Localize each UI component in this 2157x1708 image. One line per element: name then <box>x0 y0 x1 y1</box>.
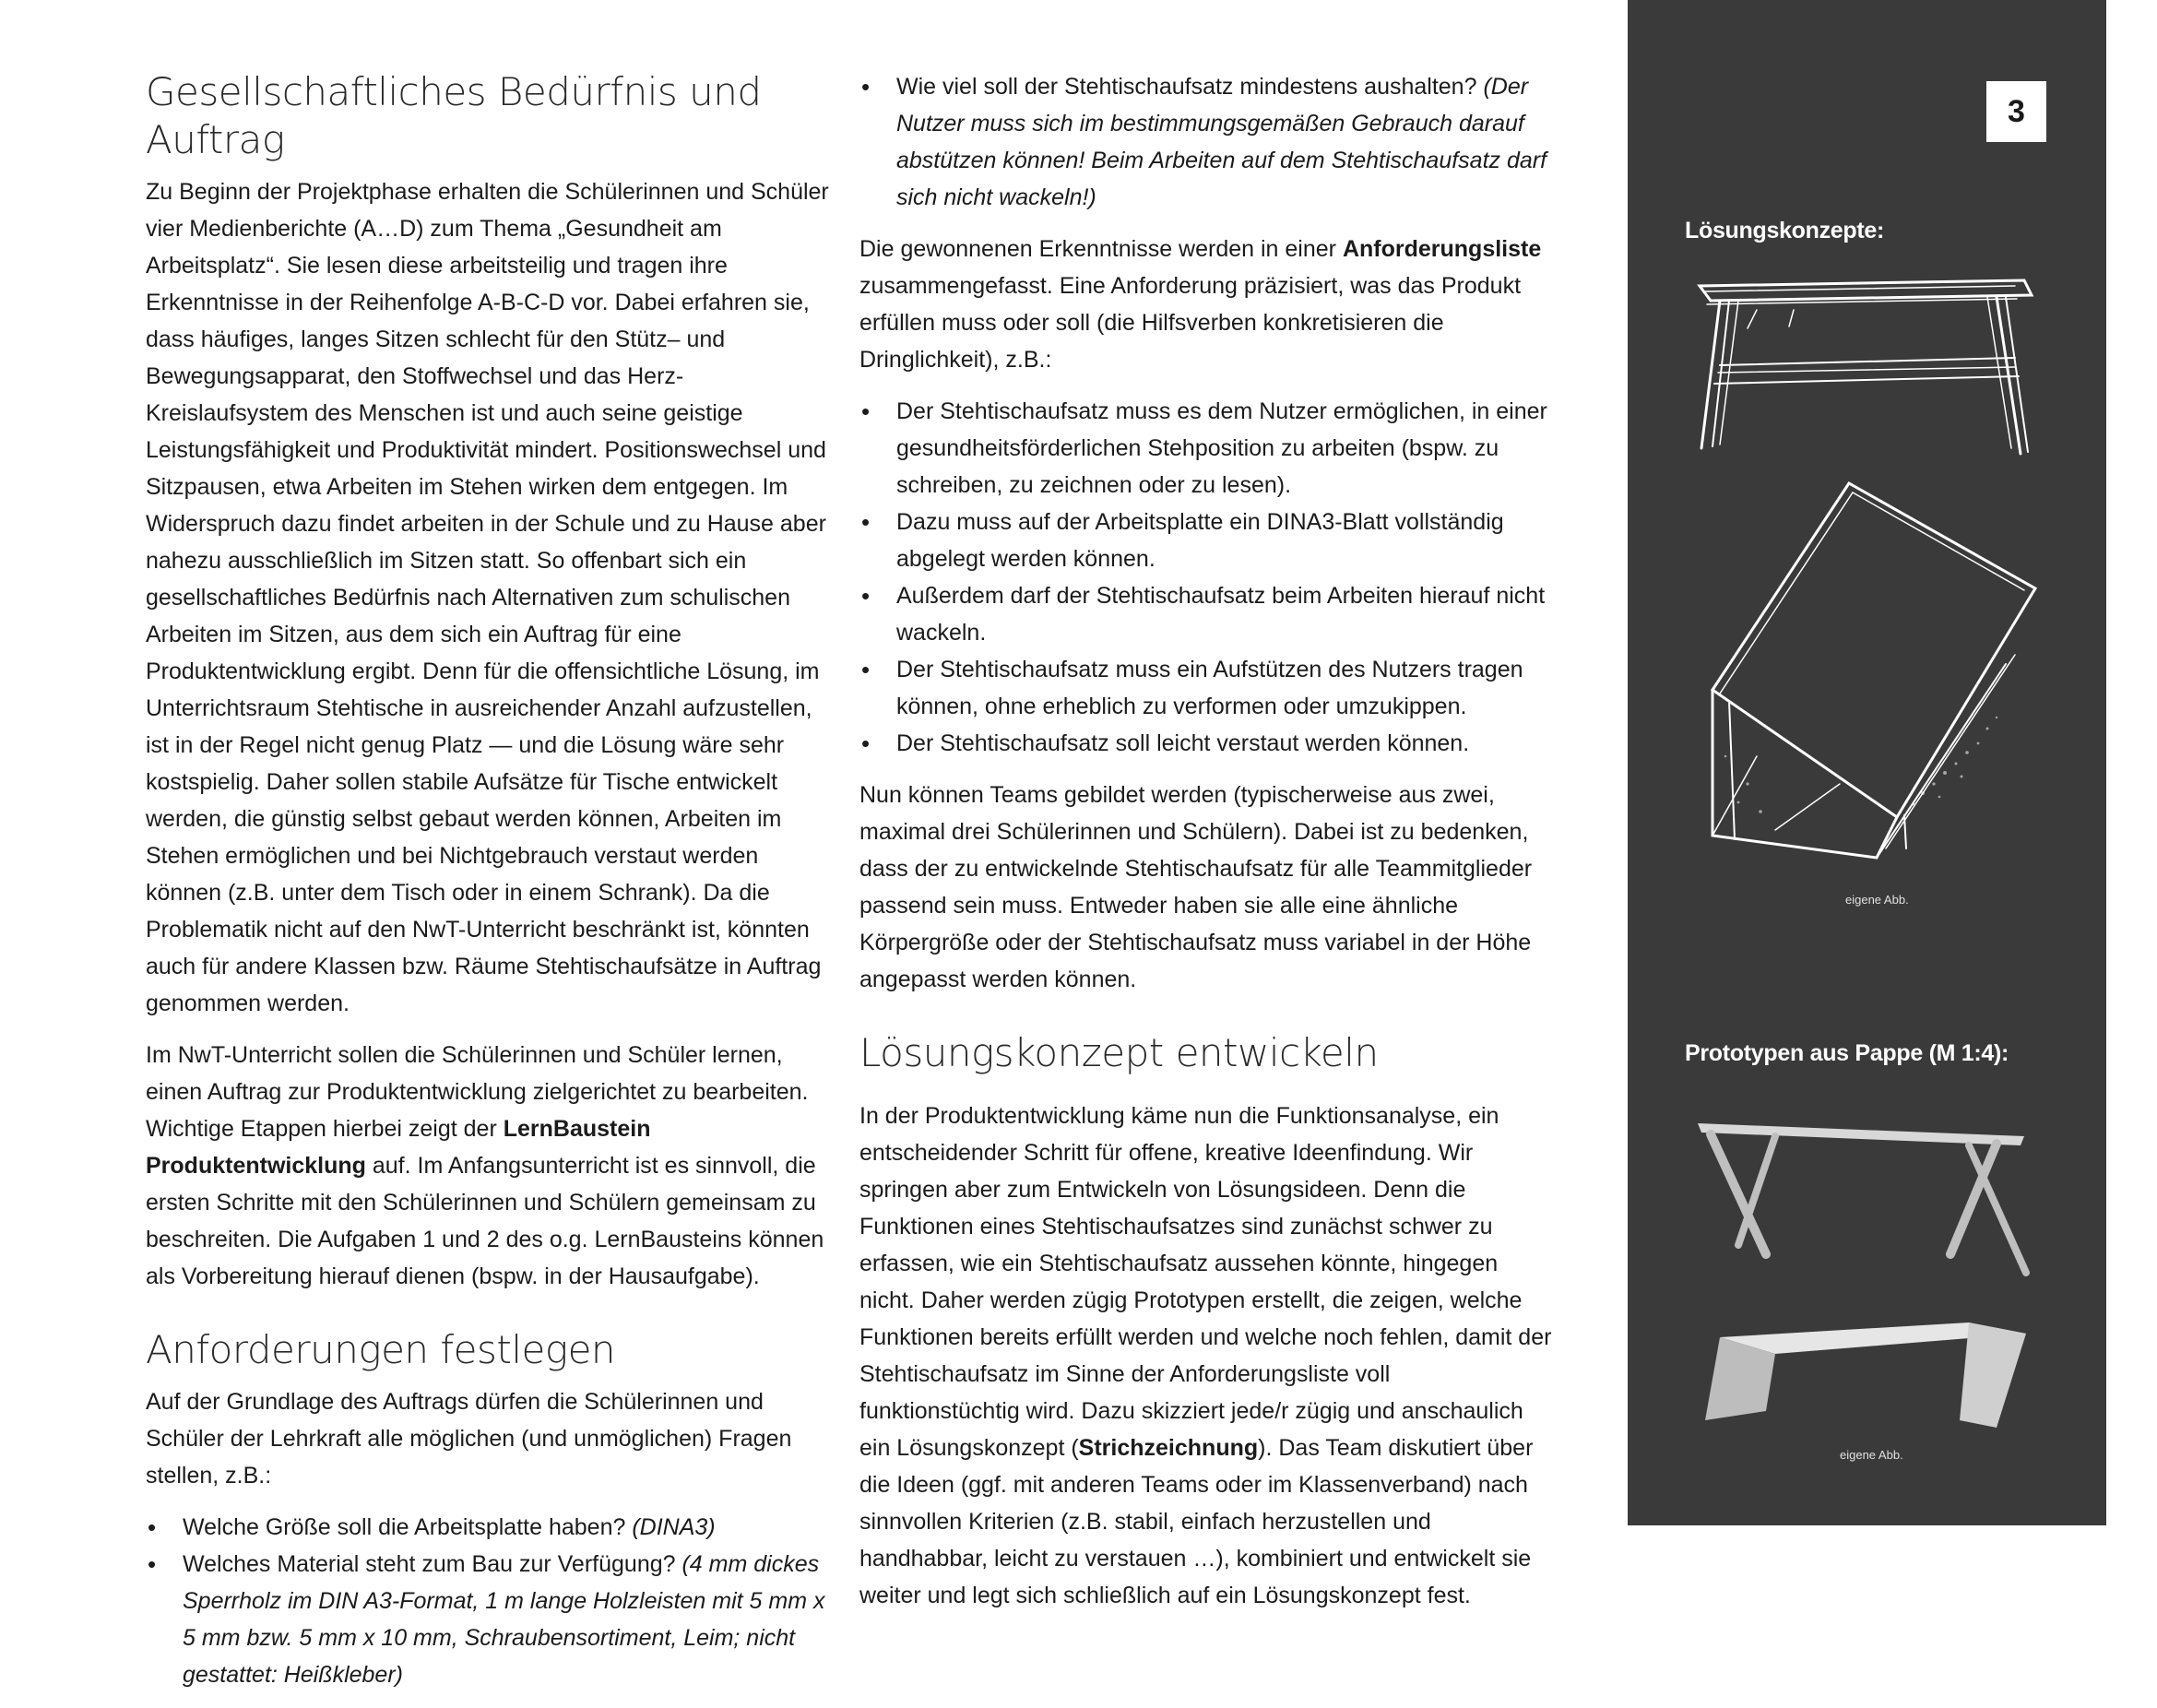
list-item <box>859 68 1553 216</box>
bold-strichzeichnung: Strichzeichnung <box>1078 1435 1259 1461</box>
question-list-continued <box>859 68 1553 216</box>
list-item: • Dazu muss auf der Arbeitsplatte ein DINA3-Blatt vollständig abgelegt werden können. <box>859 504 1553 577</box>
text-run: zusammengefasst. Eine Anforderung präzisiert, was das Produkt erfüllen muss oder soll (die Hilfsverben konkretisieren die Dringlichkeit), z.B.: <box>859 273 1522 373</box>
text-run: Die gewonnenen Erkenntnisse werden in einer <box>859 236 1343 262</box>
question-list <box>146 1509 839 1693</box>
left-column <box>146 68 839 1708</box>
text-run: ). Das Team diskutiert über die Ideen (ggf. mit anderen Teams oder im Klassenverband) nach sinnvollen Kriterien (z.B. stabil, einfach herzustellen und handhabbar, leicht zu verstauen …), kombiniert und entwickelt sie weiter und legt sich schließlich auf ein Lösungskonzept fest. <box>859 1435 1534 1608</box>
page-number-badge: 3 <box>1986 81 2046 142</box>
table-sketch-1 <box>1692 273 2043 467</box>
requirements-list <box>859 393 1553 762</box>
paragraph-auftrag: Zu Beginn der Projektphase erhalten die Schülerinnen und Schüler vier Medienberichte (A…D) zum Thema „Gesundheit am Arbeitsplatz“. Sie lesen diese arbeitsteilig und tragen ihre Erkenntnisse in der Reihenfolge A-B-C-D vor. Dabei erfahren sie, dass häufiges, langes Sitzen schlecht für den Stütz– und Bewegungsapparat, den Stoffwechsel und das Herz-Kreislaufsystem des Menschen ist und auch seine geistige Leistungsfähigkeit und Produktivität mindert. Positionswechsel und Sitzpausen, etwa Arbeiten im Stehen wirken dem entgegen. Im Widerspruch dazu findet arbeiten in der Schule und zu Hause aber nahezu ausschließlich im Sitzen statt. So offenbart sich ein gesellschaftliches Bedürfnis nach Alternativen zum schulischen Arbeiten im Sitzen, aus dem sich ein Auftrag für eine Produktentwicklung ergibt. Denn für die offensichtliche Lösung, im Unterrichtsraum Stehtische in ausreichender Anzahl aufzustellen, ist in der Regel nicht genug Platz — und die Lösung wäre sehr kostspielig. Daher sollen stabile Aufsätze für Tische entwickelt werden, die günstig selbst gebaut werden können, Arbeiten im Stehen ermöglichen und bei Nichtgebrauch verstaut werden können (z.B. unter dem Tisch oder in einem Schrank). Da die Problematik nicht auf den NwT-Unterricht beschränkt ist, könnten auch für andere Klassen bzw. Räume Stehtischaufsätze in Auftrag genommen werden. <box>146 179 829 1016</box>
heading-loesungskonzepte: Lösungskonzepte: <box>1685 218 1885 243</box>
paragraph-fragen: Auf der Grundlage des Auftrags dürfen die Schülerinnen und Schüler der Lehrkraft alle möglichen (und unmöglichen) Fragen stellen, z.B.: <box>146 1389 792 1489</box>
text-run: Im NwT-Unterricht sollen die Schülerinnen und Schüler lernen, einen Auftrag zur Produktentwicklung zielgerichtet zu bearbeiten. Wichtige Etappen hierbei zeigt der <box>146 1042 809 1142</box>
middle-column <box>859 68 1553 1629</box>
heading-loesungskonzept-entwickeln: Lösungskonzept entwickeln <box>859 1030 1379 1075</box>
answer-italic: (4 mm dickes Sperrholz im DIN A3-Format, 1 m lange Holzleisten mit 5 mm x 5 mm bzw. 5 mm x 10 mm, Schraubensortiment, Leim; nicht gestattet: Heißkleber) <box>183 1551 825 1688</box>
list-item <box>146 1546 839 1693</box>
image-credit: eigene Abb. <box>1845 893 1909 907</box>
list-item <box>146 1509 839 1546</box>
cardboard-prototype-2 <box>1692 1310 2043 1448</box>
answer-italic: (DINA3) <box>632 1514 716 1540</box>
question-text: Welche Größe soll die Arbeitsplatte haben? <box>183 1514 633 1540</box>
list-item: • Der Stehtischaufsatz muss es dem Nutzer ermöglichen, in einer gesundheitsförderlichen Stehposition zu arbeiten (bspw. zu schreiben, zu zeichnen oder zu lesen). <box>859 393 1553 504</box>
paragraph-teams: Nun können Teams gebildet werden (typischerweise aus zwei, maximal drei Schülerinnen und Schülern). Dabei ist zu bedenken, dass der zu entwickelnde Stehtischaufsatz für alle Teammitglieder passend sein muss. Entweder haben sie alle eine ähnliche Körpergröße oder der Stehtischaufsatz muss variabel in der Höhe angepasst werden können. <box>859 782 1533 992</box>
image-credit: eigene Abb. <box>1840 1448 1903 1462</box>
sidebar <box>1628 0 2106 1525</box>
paragraph-anforderungsliste <box>859 231 1553 378</box>
question-text: Wie viel soll der Stehtischaufsatz mindestens aushalten? <box>896 74 1484 100</box>
heading-anforderungen-festlegen: Anforderungen festlegen <box>146 1327 616 1372</box>
heading-prototypen: Prototypen aus Pappe (M 1:4): <box>1685 1040 2009 1066</box>
list-item: • Außerdem darf der Stehtischaufsatz beim Arbeiten hierauf nicht wackeln. <box>859 577 1553 651</box>
text-run: auf. Im Anfangsunterricht ist es sinnvoll, die ersten Schritte mit den Schülerinnen und Schülern gemeinsam zu beschreiten. Die Aufgaben 1 und 2 des o.g. LernBausteins können als Vorbereitung hierauf dienen (bspw. in der Hausaufgabe). <box>146 1153 824 1289</box>
paragraph-produktentwicklung <box>859 1097 1553 1614</box>
list-item: • Der Stehtischaufsatz muss ein Aufstützen des Nutzers tragen können, ohne erheblich zu verformen oder umzukippen. <box>859 651 1553 725</box>
bold-anforderungsliste: Anforderungsliste <box>1342 236 1542 262</box>
cardboard-prototype-1 <box>1692 1116 2043 1291</box>
answer-italic: (Der Nutzer muss sich im bestimmungsgemäßen Gebrauch darauf abstützen können! Beim Arbeiten auf dem Stehtischaufsatz darf sich nicht wackeln!) <box>896 74 1547 210</box>
question-text: Welches Material steht zum Bau zur Verfügung? <box>183 1551 682 1577</box>
list-item: • Der Stehtischaufsatz soll leicht verstaut werden können. <box>859 725 1553 762</box>
heading-gesellschaftliches-beduerfnis: Gesellschaftliches Bedürfnis und Auftrag <box>146 69 762 162</box>
paragraph-nwt-unterricht <box>146 1037 839 1295</box>
desk-sketch-2 <box>1692 480 2043 876</box>
text-run: In der Produktentwicklung käme nun die Funktionsanalyse, ein entscheidender Schritt für offene, kreative Ideenfindung. Wir springen aber zum Entwickeln von Lösungsideen. Denn die Funktionen eines Stehtischaufsatzes sind zunächst schwer zu erfassen, wie ein Stehtischaufsatz aussehen könnte, hingegen nicht. Daher werden zügig Prototypen erstellt, die zeigen, welche Funktionen bereits erfüllt werden und welche noch fehlen, damit der Stehtischaufsatz im Sinne der Anforderungsliste voll funktionstüchtig wird. Dazu skizziert jede/r zügig und anschaulich ein Lösungskonzept ( <box>859 1103 1552 1461</box>
bold-lernbaustein: LernBaustein Produktentwicklung <box>146 1116 651 1179</box>
